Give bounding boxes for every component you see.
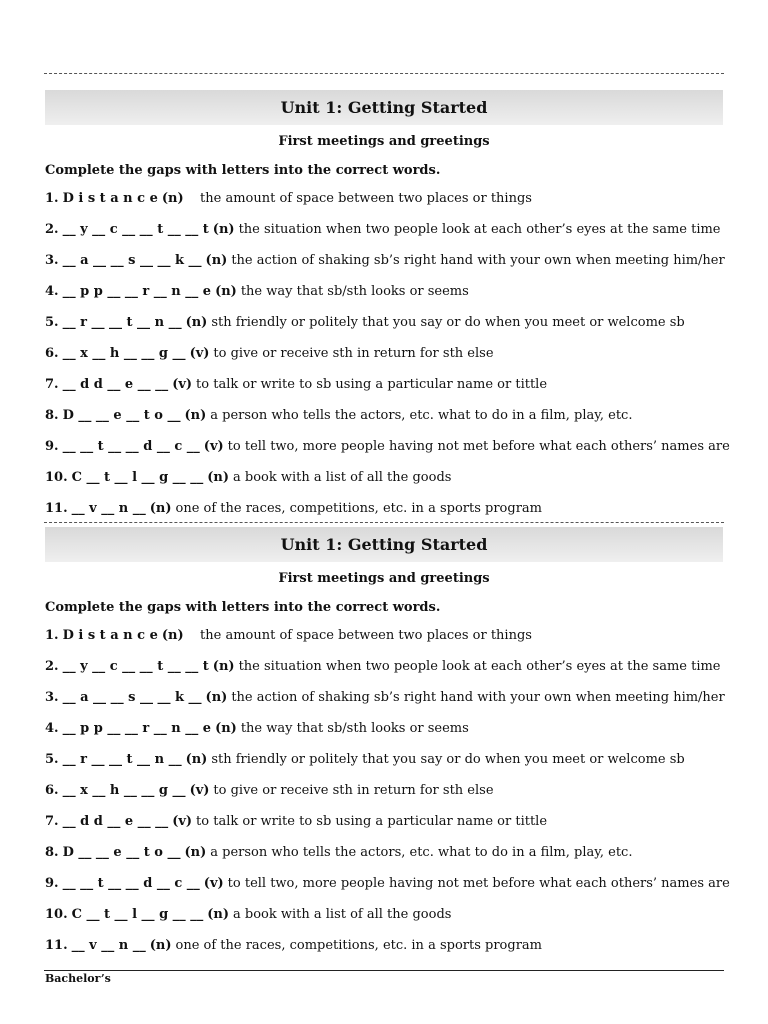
exercise-item (45, 400, 723, 431)
item-number: 8. (45, 408, 59, 423)
unit-title: Unit 1: Getting Started (45, 90, 723, 125)
item-number: 9. (45, 876, 59, 891)
part-of-speech: (v) (172, 377, 193, 392)
item-number: 11. (45, 938, 68, 953)
part-of-speech: (v) (189, 783, 210, 798)
part-of-speech: (n) (205, 253, 228, 268)
part-of-speech: (n) (212, 659, 235, 674)
item-number: 7. (45, 814, 59, 829)
worksheet-section-1 (45, 90, 730, 524)
item-number: 9. (45, 439, 59, 454)
definition: the way that sb/sth looks or seems (240, 284, 469, 299)
item-number: 10. (45, 470, 68, 485)
definition: one of the races, competitions, etc. in a sports program (175, 501, 542, 516)
definition: a person who tells the actors, etc. what to do in a film, play, etc. (210, 408, 633, 423)
item-number: 6. (45, 346, 59, 361)
gap-word: __ a __ __ s __ __ k __ (62, 690, 202, 705)
part-of-speech: (n) (184, 408, 207, 423)
definition: the amount of space between two places or things (187, 628, 532, 643)
gap-word: D __ __ e __ t o __ (62, 845, 181, 860)
part-of-speech: (v) (189, 346, 210, 361)
exercise-item (45, 868, 730, 899)
part-of-speech: (v) (203, 439, 224, 454)
top-dashed-divider (44, 73, 724, 74)
item-number: 8. (45, 845, 59, 860)
exercise-item (45, 183, 723, 214)
definition: to talk or write to sb using a particular name or tittle (196, 377, 548, 392)
definition: the situation when two people look at each other’s eyes at the same time (238, 659, 721, 674)
gap-word: __ p p __ __ r __ n __ e (62, 721, 212, 736)
definition: to give or receive sth in return for sth else (213, 783, 494, 798)
definition: to tell two, more people having not met before what each others’ names are (227, 876, 730, 891)
item-number: 1. (45, 191, 59, 206)
definition: the action of shaking sb’s right hand with your own when meeting him/her (231, 690, 725, 705)
item-number: 5. (45, 752, 59, 767)
gap-word: __ d d __ e __ __ (62, 377, 169, 392)
exercise-item (45, 307, 723, 338)
definition: sth friendly or politely that you say or do when you meet or welcome sb (211, 315, 685, 330)
unit-title: Unit 1: Getting Started (45, 527, 723, 562)
item-number: 6. (45, 783, 59, 798)
worksheet-section-2 (45, 527, 730, 961)
part-of-speech: (n) (161, 191, 184, 206)
part-of-speech: (n) (149, 938, 172, 953)
definition: the situation when two people look at each other’s eyes at the same time (238, 222, 721, 237)
section-subtitle: First meetings and greetings (278, 134, 490, 149)
part-of-speech: (v) (203, 876, 224, 891)
item-number: 7. (45, 377, 59, 392)
exercise-item (45, 930, 723, 961)
exercise-item (45, 651, 723, 682)
gap-word: __ y __ c __ __ t __ __ t (62, 659, 209, 674)
part-of-speech: (v) (172, 814, 193, 829)
gap-word: __ v __ n __ (71, 938, 146, 953)
part-of-speech: (n) (215, 284, 237, 299)
item-number: 4. (45, 284, 59, 299)
gap-word: C __ t __ l __ g __ __ (71, 470, 204, 485)
part-of-speech: (n) (185, 752, 208, 767)
exercise-item (45, 369, 723, 400)
exercise-item (45, 620, 723, 651)
exercise-item (45, 837, 723, 868)
gap-word: __ v __ n __ (71, 501, 146, 516)
definition: a book with a list of all the goods (232, 907, 452, 922)
gap-word: __ r __ __ t __ n __ (62, 752, 182, 767)
part-of-speech: (n) (215, 721, 237, 736)
definition: sth friendly or politely that you say or do when you meet or welcome sb (211, 752, 685, 767)
part-of-speech: (n) (161, 628, 184, 643)
item-number: 5. (45, 315, 59, 330)
item-number: 1. (45, 628, 59, 643)
item-number: 3. (45, 690, 59, 705)
gap-word: __ __ t __ __ d __ c __ (62, 439, 200, 454)
exercise-item (45, 276, 723, 307)
exercise-item (45, 431, 730, 462)
item-number: 2. (45, 222, 59, 237)
part-of-speech: (n) (205, 690, 228, 705)
part-of-speech: (n) (184, 845, 207, 860)
part-of-speech: (n) (212, 222, 235, 237)
definition: to talk or write to sb using a particular name or tittle (196, 814, 548, 829)
item-number: 11. (45, 501, 68, 516)
gap-word: __ y __ c __ __ t __ __ t (62, 222, 209, 237)
definition: to tell two, more people having not met before what each others’ names are (227, 439, 730, 454)
gap-word: __ x __ h __ __ g __ (62, 783, 186, 798)
definition: a book with a list of all the goods (232, 470, 452, 485)
instruction-text: Complete the gaps with letters into the correct words. (45, 600, 441, 615)
definition: the action of shaking sb’s right hand with your own when meeting him/her (231, 253, 725, 268)
exercise-item (45, 682, 723, 713)
definition: to give or receive sth in return for sth else (213, 346, 494, 361)
instruction-text: Complete the gaps with letters into the correct words. (45, 163, 441, 178)
gap-word: __ __ t __ __ d __ c __ (62, 876, 200, 891)
gap-word: C __ t __ l __ g __ __ (71, 907, 204, 922)
exercise-item (45, 775, 723, 806)
gap-word: D i s t a n c e (62, 191, 158, 206)
gap-word: __ r __ __ t __ n __ (62, 315, 182, 330)
exercise-item (45, 899, 723, 930)
item-number: 3. (45, 253, 59, 268)
exercise-list (45, 183, 730, 524)
exercise-list (45, 620, 730, 961)
definition: the way that sb/sth looks or seems (240, 721, 469, 736)
part-of-speech: (n) (185, 315, 208, 330)
exercise-item (45, 214, 723, 245)
exercise-item (45, 462, 723, 493)
gap-word: D __ __ e __ t o __ (62, 408, 181, 423)
middle-dashed-divider (44, 522, 724, 523)
item-number: 10. (45, 907, 68, 922)
definition: one of the races, competitions, etc. in a sports program (175, 938, 542, 953)
gap-word: __ p p __ __ r __ n __ e (62, 284, 212, 299)
gap-word: __ d d __ e __ __ (62, 814, 169, 829)
section-subtitle: First meetings and greetings (278, 571, 490, 586)
item-number: 2. (45, 659, 59, 674)
gap-word: __ x __ h __ __ g __ (62, 346, 186, 361)
exercise-item (45, 744, 723, 775)
part-of-speech: (n) (149, 501, 172, 516)
footer-divider (44, 970, 724, 971)
definition: a person who tells the actors, etc. what to do in a film, play, etc. (210, 845, 633, 860)
exercise-item (45, 806, 723, 837)
definition: the amount of space between two places or things (187, 191, 532, 206)
exercise-item (45, 338, 723, 369)
part-of-speech: (n) (207, 907, 229, 922)
exercise-item (45, 713, 723, 744)
footer-label: Bachelor’s (45, 972, 111, 985)
exercise-item (45, 493, 723, 524)
item-number: 4. (45, 721, 59, 736)
gap-word: D i s t a n c e (62, 628, 158, 643)
exercise-item (45, 245, 723, 276)
gap-word: __ a __ __ s __ __ k __ (62, 253, 202, 268)
part-of-speech: (n) (207, 470, 229, 485)
